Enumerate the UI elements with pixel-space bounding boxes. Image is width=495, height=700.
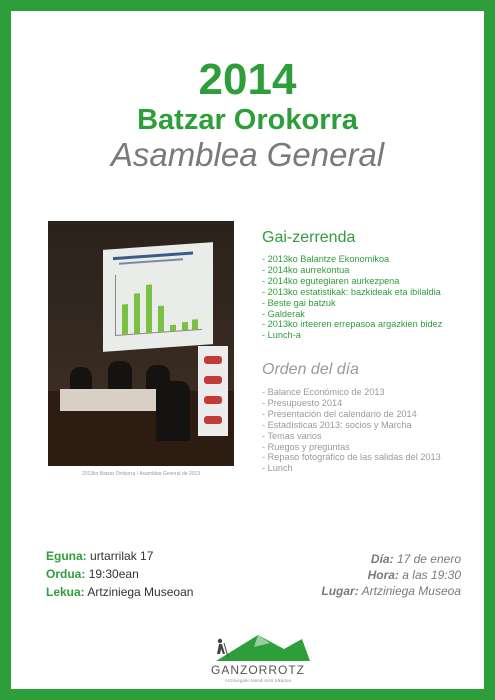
agenda-item: - 2013ko estatistikak: bazkideak eta ibilaldia xyxy=(262,286,441,297)
agenda-heading-spanish: Orden del día xyxy=(262,361,359,378)
agenda-heading-basque: Gai-zerrenda xyxy=(262,229,356,246)
agenda-item: - Estadísticas 2013: socios y Marcha xyxy=(262,419,412,430)
agenda-item: - Ruegos y preguntas xyxy=(262,441,350,452)
agenda-item: - Galderak xyxy=(262,308,305,319)
slide-bar xyxy=(182,322,188,330)
agenda-item: - Lunch xyxy=(262,463,293,474)
info-time-row xyxy=(46,565,246,583)
title-basque: Batzar Orokorra xyxy=(137,104,358,136)
slide-bar xyxy=(122,304,128,334)
agenda-item: - 2013ko Balantze Ekonomikoa xyxy=(262,254,390,264)
info-place-label: Lekua: xyxy=(46,585,85,599)
info-place-row xyxy=(261,583,461,599)
title-spanish: Asamblea General xyxy=(110,136,385,173)
club-logo xyxy=(198,629,318,689)
person-figure xyxy=(156,381,190,441)
hiker-head xyxy=(218,639,222,643)
agenda-item: - Repaso fotográfico de las salidas del 2013 xyxy=(262,452,441,463)
info-date-row xyxy=(261,551,461,567)
agenda-item: - Balance Económico de 2013 xyxy=(262,387,385,397)
agenda-item: - 2013ko irteeren errepasoa argazkien bidez xyxy=(262,319,443,330)
slide-subtitle-line xyxy=(119,258,183,264)
info-place-label: Lugar: xyxy=(321,584,359,598)
banner-mark xyxy=(204,376,222,384)
agenda-item: - Presentación del calendario de 2014 xyxy=(262,408,417,419)
club-name: GANZORROTZ xyxy=(211,663,305,677)
slide-bar xyxy=(192,319,198,329)
slide-bar xyxy=(158,306,164,332)
info-time-value: 19:30ean xyxy=(88,567,139,581)
club-banner xyxy=(198,346,228,436)
agenda-item: - Temas varios xyxy=(262,430,322,441)
info-date-row xyxy=(46,547,246,565)
event-info-basque xyxy=(46,547,246,601)
agenda-item: - 2014ko aurrekontua xyxy=(262,264,350,275)
banner-mark xyxy=(204,416,222,424)
agenda-item: - Beste gai batzuk xyxy=(262,297,336,308)
banner-mark xyxy=(204,396,222,404)
info-date-value: 17 de enero xyxy=(396,552,461,566)
club-subtitle: Artziniegako Mendi Kirol Elkartea xyxy=(224,678,292,683)
projection-screen xyxy=(103,242,213,352)
agenda-list-spanish xyxy=(262,387,482,474)
slide-bar xyxy=(134,293,140,333)
event-info-spanish xyxy=(261,551,461,599)
banner-mark xyxy=(204,356,222,364)
year-heading: 2014 xyxy=(198,55,297,104)
info-date-value: urtarrilak 17 xyxy=(90,549,154,563)
info-time-row xyxy=(261,567,461,583)
agenda-list-basque xyxy=(262,254,482,341)
info-time-label: Ordua: xyxy=(46,567,86,581)
mountain-logo-icon xyxy=(198,629,318,663)
slide-bar-chart xyxy=(115,269,202,336)
agenda-item: - 2014ko egutegiaren aurkezpena xyxy=(262,275,400,286)
info-place-value: Artziniega Museoan xyxy=(87,585,194,599)
info-place-row xyxy=(46,583,246,601)
agenda-item: - Lunch-a xyxy=(262,330,301,341)
event-photo xyxy=(48,221,234,466)
slide-bar xyxy=(170,325,176,331)
info-date-label: Día: xyxy=(370,552,394,566)
agenda-item: - Presupuesto 2014 xyxy=(262,397,343,408)
photo-caption: 2013ko Batzar Orokorra / Asamblea General de 2013 xyxy=(81,471,201,477)
hiker-body xyxy=(217,644,225,654)
slide-bar xyxy=(146,284,152,332)
info-date-label: Eguna: xyxy=(46,549,87,563)
info-time-label: Hora: xyxy=(367,568,399,582)
info-time-value: a las 19:30 xyxy=(402,568,461,582)
info-place-value: Artziniega Museoa xyxy=(361,584,461,598)
